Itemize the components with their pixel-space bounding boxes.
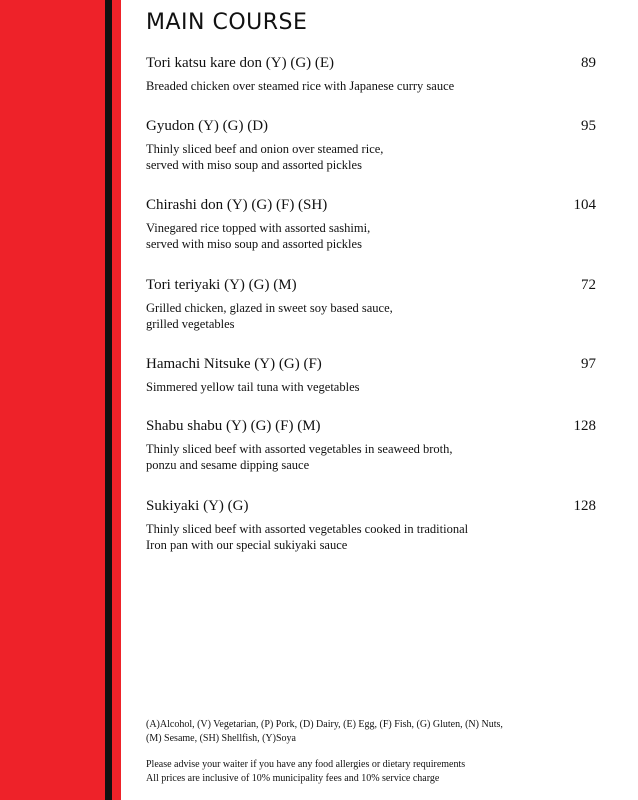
dish-price: 97 xyxy=(581,356,596,372)
dish-description: Thinly sliced beef and onion over steamed rice, served with miso soup and assorted pickles xyxy=(146,142,384,172)
dish-description: Breaded chicken over steamed rice with Japanese curry sauce xyxy=(146,79,455,93)
menu-item-header xyxy=(146,118,596,135)
decorative-thin-red-stripe xyxy=(112,0,121,800)
menu-item-header xyxy=(146,498,596,515)
dish-name: Tori teriyaki (Y) (G) (M) xyxy=(146,277,297,293)
dish-price: 128 xyxy=(573,498,596,514)
dish-description: Simmered yellow tail tuna with vegetables xyxy=(146,380,360,394)
dish-description: Vinegared rice topped with assorted sashimi, served with miso soup and assorted pickles xyxy=(146,221,371,251)
dish-price: 128 xyxy=(573,418,596,434)
dish-name: Chirashi don (Y) (G) (F) (SH) xyxy=(146,197,328,213)
allergen-legend: (A)Alcohol, (V) Vegetarian, (P) Pork, (D) Dairy, (E) Egg, (F) Fish, (G) Gluten, (N) Nuts, (M) Sesame, (SH) Shellfish, (Y)Soya xyxy=(146,719,503,744)
dish-price: 104 xyxy=(573,197,596,213)
page-title: MAIN COURSE xyxy=(146,10,308,35)
decorative-red-band xyxy=(0,0,105,800)
dish-price: 89 xyxy=(581,55,596,71)
menu-item xyxy=(146,277,596,332)
dish-name: Hamachi Nitsuke (Y) (G) (F) xyxy=(146,356,322,372)
menu-item-header xyxy=(146,356,596,373)
dish-description: Thinly sliced beef with assorted vegetables cooked in traditional Iron pan with our special sukiyaki sauce xyxy=(146,522,469,552)
menu-item xyxy=(146,55,596,94)
decorative-white-gap xyxy=(121,0,124,800)
menu-item xyxy=(146,118,596,173)
menu-item-header xyxy=(146,197,596,214)
menu-item xyxy=(146,197,596,252)
dish-name: Sukiyaki (Y) (G) xyxy=(146,498,249,514)
dish-price: 72 xyxy=(581,277,596,293)
menu-item-header xyxy=(146,277,596,294)
menu-item-header xyxy=(146,418,596,435)
footer-notes: Please advise your waiter if you have any food allergies or dietary requirements All prices are inclusive of 10% municipality fees and 10% service charge xyxy=(146,759,466,784)
decorative-black-stripe xyxy=(105,0,112,800)
dish-name: Shabu shabu (Y) (G) (F) (M) xyxy=(146,418,321,434)
dish-name: Gyudon (Y) (G) (D) xyxy=(146,118,269,134)
menu-item xyxy=(146,498,596,553)
dish-description: Grilled chicken, glazed in sweet soy based sauce, grilled vegetables xyxy=(146,301,393,331)
dish-price: 95 xyxy=(581,118,596,134)
menu-item xyxy=(146,418,596,473)
dish-description: Thinly sliced beef with assorted vegetables in seaweed broth, ponzu and sesame dipping sauce xyxy=(146,442,453,472)
menu-item-header xyxy=(146,55,596,72)
menu-item xyxy=(146,356,596,395)
dish-name: Tori katsu kare don (Y) (G) (E) xyxy=(146,55,335,71)
